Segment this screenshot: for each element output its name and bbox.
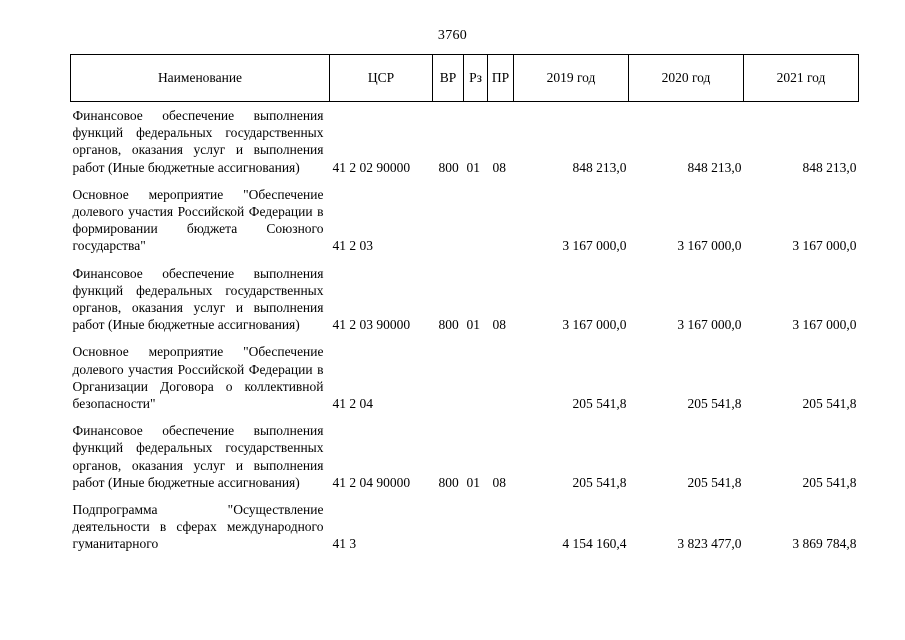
row-2020: 205 541,8 (687, 474, 742, 490)
row-rz: 01 (466, 317, 480, 333)
header-name: Наименование (71, 55, 330, 102)
row-csr: 41 2 03 (332, 238, 373, 254)
header-2019: 2019 год (514, 55, 629, 102)
row-csr: 41 2 02 90000 (332, 159, 411, 175)
header-vr: ВР (433, 55, 464, 102)
row-vr: 800 (438, 317, 459, 333)
header-rz: Рз (464, 55, 488, 102)
row-2019: 848 213,0 (572, 159, 627, 175)
row-vr (433, 501, 464, 553)
row-pr (488, 501, 514, 553)
row-2020: 3 823 477,0 (677, 536, 742, 552)
row-rz (464, 501, 488, 553)
row-2021: 205 541,8 (802, 474, 857, 490)
row-2019: 3 167 000,0 (562, 238, 627, 254)
table-row (71, 186, 859, 265)
header-2020: 2020 год (629, 55, 744, 102)
row-pr: 08 (492, 159, 506, 175)
row-csr: 41 3 (332, 536, 357, 552)
row-rz (464, 186, 488, 265)
row-rz: 01 (466, 474, 480, 490)
table-header-row (71, 55, 859, 102)
table-row (71, 343, 859, 422)
row-pr (488, 343, 514, 422)
row-2021: 3 167 000,0 (792, 238, 857, 254)
row-name: Подпрограмма "Осуществление деятельности в сферах международного гуманитарного (72, 502, 324, 552)
header-csr: ЦСР (330, 55, 433, 102)
row-2021: 3 167 000,0 (792, 317, 857, 333)
row-vr (433, 343, 464, 422)
row-name: Основное мероприятие "Обеспечение долевого участия Российской Федерации в Организации Договора о коллективной безопасности" (72, 344, 324, 412)
table-row (71, 501, 859, 553)
budget-table (70, 54, 859, 553)
row-pr: 08 (492, 317, 506, 333)
row-2021: 848 213,0 (802, 159, 857, 175)
row-csr: 41 2 03 90000 (332, 317, 411, 333)
row-vr (433, 186, 464, 265)
row-csr: 41 2 04 (332, 396, 373, 412)
table-row (71, 102, 859, 186)
row-2019: 205 541,8 (572, 474, 627, 490)
row-name: Основное мероприятие "Обеспечение долевого участия Российской Федерации в формировании бюджета Союзного государства" (72, 186, 324, 254)
row-2019: 3 167 000,0 (562, 317, 627, 333)
row-pr (488, 186, 514, 265)
row-pr: 08 (492, 474, 506, 490)
row-2020: 3 167 000,0 (677, 238, 742, 254)
page-number: 3760 (437, 28, 468, 43)
row-name: Финансовое обеспечение выполнения функций федеральных государственных органов, оказания услуг и выполнения работ (Иные бюджетные ассигнования) (72, 108, 324, 175)
table-row (71, 265, 859, 344)
row-csr: 41 2 04 90000 (332, 474, 411, 490)
row-vr: 800 (438, 159, 459, 175)
row-2020: 205 541,8 (687, 396, 742, 412)
row-2019: 4 154 160,4 (562, 536, 627, 552)
row-name: Финансовое обеспечение выполнения функций федеральных государственных органов, оказания услуг и выполнения работ (Иные бюджетные ассигнования) (72, 265, 324, 333)
row-2020: 3 167 000,0 (677, 317, 742, 333)
header-2021: 2021 год (744, 55, 859, 102)
row-rz (464, 343, 488, 422)
row-rz: 01 (466, 159, 480, 175)
row-2019: 205 541,8 (572, 396, 627, 412)
row-2021: 3 869 784,8 (792, 536, 857, 552)
row-2020: 848 213,0 (687, 159, 742, 175)
row-name: Финансовое обеспечение выполнения функций федеральных государственных органов, оказания услуг и выполнения работ (Иные бюджетные ассигнования) (72, 423, 324, 490)
table-row (71, 422, 859, 501)
header-pr: ПР (488, 55, 514, 102)
row-vr: 800 (438, 474, 459, 490)
row-2021: 205 541,8 (802, 396, 857, 412)
